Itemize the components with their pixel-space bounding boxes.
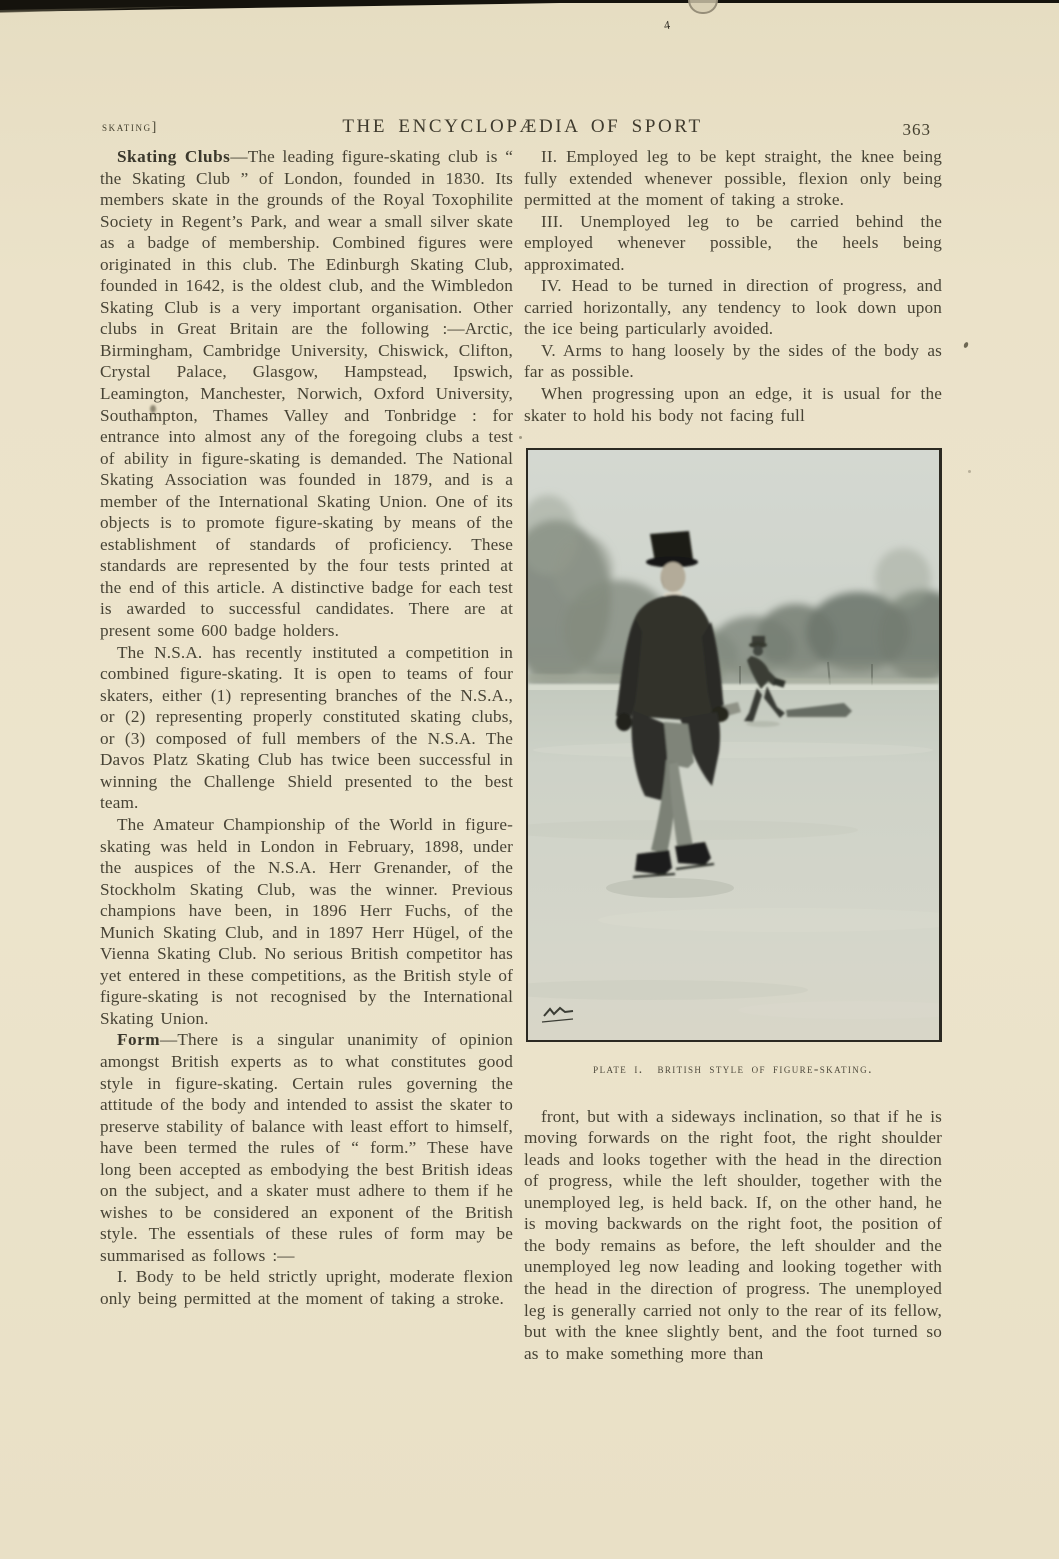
- left-hand: [616, 713, 632, 731]
- paragraph-text: front, but with a sideways inclination, so that if he is moving forwards on the right foot, the right shoulder leads and looks together with the head in the direction of progress, while the left shoulder, together with the unemployed leg, is held back. If, on the other hand, he is moving backwards on the right foot, the position of the body remains as before, the left shoulder and the unemployed leg now leading and looking together with the head in the direction of progress. The unemployed leg is generally carried not only to the rear of its fellow, but with the knee slightly bent, and the foot turned so as to make something more than: [524, 1106, 943, 1363]
- paragraph-sideways-inclination: [524, 1106, 942, 1365]
- ink-speck: [963, 341, 969, 348]
- ink-speck: [968, 470, 971, 473]
- paragraph-rule-2: [524, 146, 942, 211]
- page-header: [100, 116, 945, 138]
- paragraph-text: V. Arms to hang loosely by the sides of the body as far as possible.: [524, 340, 942, 382]
- paragraph-amateur-championship: [100, 814, 513, 1029]
- plate-caption-label: plate i.: [593, 1061, 644, 1077]
- paragraph-skating-clubs: [100, 146, 513, 642]
- running-head-section: skating]: [102, 119, 158, 134]
- plate-caption: [524, 1058, 942, 1080]
- back-boot: [635, 850, 672, 875]
- paragraph-text: IV. Head to be turned in direction of progress, and carried horizontally, any tendency to look down upon the ice being particularly avoided.: [524, 276, 942, 339]
- paragraph-text: The N.S.A. has recently instituted a competition in combined figure-skating. It is open to teams of four skaters, either (1) representing branches of the N.S.A., or (2) representing properly constituted skating clubs, or (3) composed of full members of the N.S.A. The Davos Platz Skating Club has twice been successful in winning the Challenge Shield presented to the best team.: [100, 642, 513, 813]
- paragraph-text: II. Employed leg to be kept straight, the knee being fully extended whenever possible, flexion only being permitted at the moment of taking a stroke.: [524, 147, 942, 210]
- far-bank: [768, 678, 939, 685]
- left-column: [100, 146, 513, 1310]
- paragraph-text: When progressing upon an edge, it is usual for the skater to hold his body not facing full: [524, 384, 942, 425]
- plate-figure: [526, 448, 942, 1042]
- plate-photo: [528, 450, 939, 1040]
- paragraph-rule-4: [524, 275, 942, 340]
- paragraph-rule-3: [524, 211, 942, 276]
- paragraph-progressing-edge: [524, 383, 942, 426]
- paragraph-text: The Amateur Championship of the World in figure-skating was held in London in February, 1898, under the auspices of the N.S.A. Herr Grenander, of the Stockholm Skating Club, was the winner. Previous champions have been, in 1896 Herr Fuchs, of the Munich Skating Club, and in 1897 Herr Hügel, of the Vienna Skating Club. No serious British competitor has yet entered in these competitions, as the British style of figure-skating is not recognised by the International Skating Union.: [100, 814, 513, 1028]
- skater-shadow: [606, 878, 734, 898]
- running-head-title: THE ENCYCLOPÆDIA OF SPORT: [342, 116, 703, 137]
- paragraph-text: III. Unemployed leg to be carried behind the employed whenever possible, the heels being approximated.: [524, 211, 942, 274]
- page-number: 363: [902, 120, 931, 139]
- frock-coat: [629, 595, 717, 720]
- front-boot: [675, 842, 711, 865]
- paragraph-nsa-competition: [100, 642, 513, 814]
- right-column: [524, 146, 942, 1364]
- skater-face: [661, 562, 686, 592]
- plate-caption-title: british style of figure-skating.: [657, 1061, 873, 1077]
- paragraph-text: —There is a singular unanimity of opinion amongst British experts as to what constitutes good style in figure-skating. Certain rules governing the attitude of the body and intended to assist the skater to preserve stability of balance with least effort to himself, have been termed the rules of “ form.” These have long been accepted as embodying the best British ideas on the subject, and a skater must adhere to them if he wishes to be considered an exponent of the British style. The essentials of these rules of form may be summarised as follows :—: [100, 1030, 513, 1265]
- paragraph-text: —The leading figure-skating club is “ the Skating Club ” of London, founded in 1830. Its members skate in the grounds of the Royal Toxophilite Society in Regent’s Park, and wear a small silver skate as a badge of membership. Combined figures were originated in this club. The Edinburgh Skating Club, founded in 1642, is the oldest club, and the Wimbledon Skating Club is a very important organisation. Other clubs in Great Britain are the following :—Arctic, Birmingham, Cambridge University, Chiswick, Clifton, Crystal Palace, Glasgow, Hampstead, Ipswich, Leamington, Manchester, Norwich, Oxford University, Southampton, Thames Valley and Tonbridge : for entrance into almost any of the foregoing clubs a test of ability in figure-skating is demanded. The National Skating Association was founded in 1879, and is a member of the International Skating Union. One of its objects is to promote figure-skating by means of the establishment of standards of proficiency. These standards are represented by the four tests printed at the end of this article. A distinctive badge for each test is awarded to successful candidates. There are at present some 600 badge holders.: [100, 147, 513, 641]
- paragraph-lead: Skating Clubs: [117, 147, 231, 166]
- paragraph-form: [100, 1029, 513, 1266]
- paragraph-text: I. Body to be held strictly upright, moderate flexion only being permitted at the moment of taking a stroke.: [100, 1267, 513, 1308]
- printer-mark: 4: [662, 17, 671, 33]
- ink-speck: [519, 436, 522, 439]
- paragraph-rule-1: [100, 1266, 513, 1309]
- scan-edge: [0, 0, 1059, 14]
- paragraph-rule-5: [524, 340, 942, 383]
- paragraph-lead: Form: [117, 1030, 161, 1050]
